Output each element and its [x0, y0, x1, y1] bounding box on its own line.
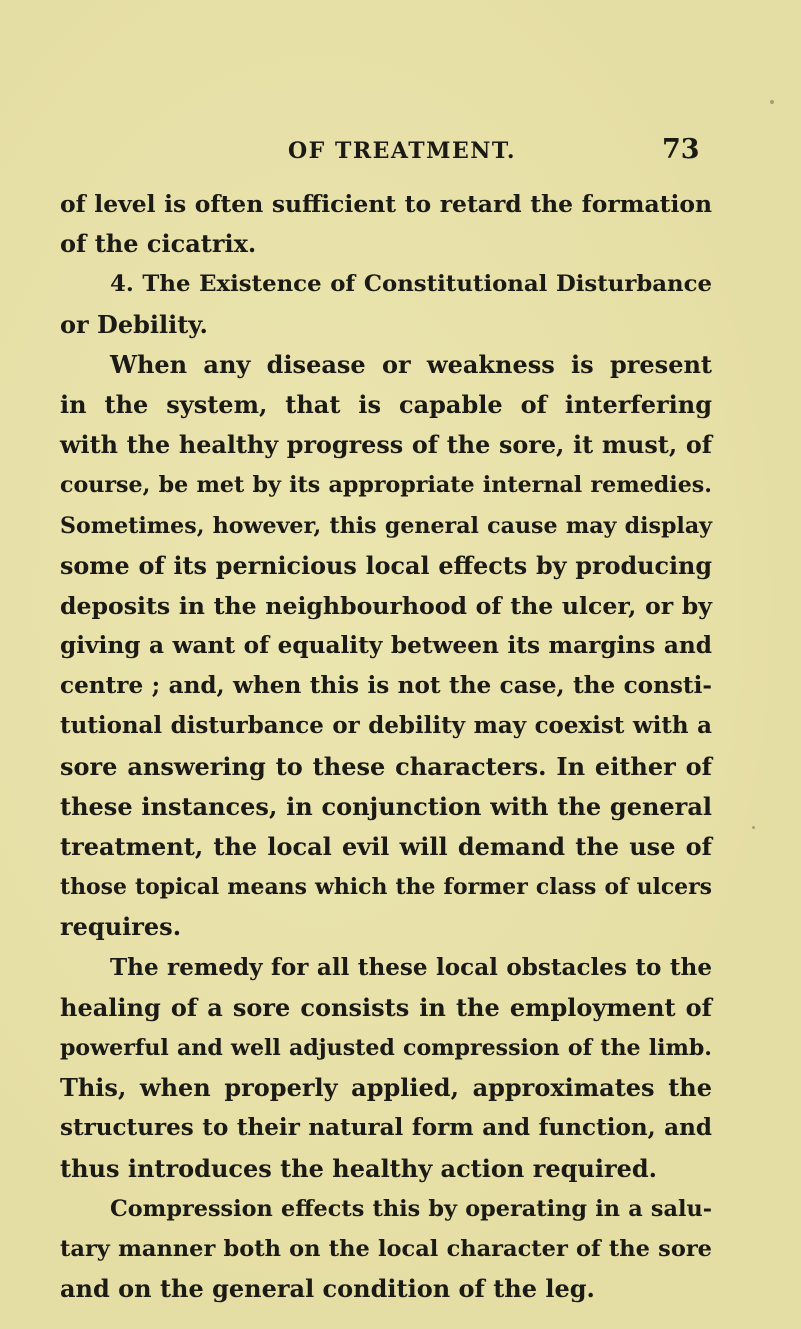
text-line: course, be met by its appropriate internal remedies. [60, 472, 712, 499]
text-line: centre ; and, when this is not the case, the consti- [60, 672, 712, 700]
text-line: The remedy for all these local obstacles to the [110, 953, 712, 981]
text-line: and on the general condition of the leg. [60, 1274, 595, 1304]
paper-speck [555, 560, 558, 563]
text-line: of level is often sufficient to retard the formation [60, 190, 712, 218]
text-line: some of its pernicious local effects by producing [60, 551, 712, 580]
section-heading-line: 4. The Existence of Constitutional Disturbance [110, 271, 712, 298]
text-line: deposits in the neighbourhood of the ulcer, or by [60, 591, 712, 620]
paper-speck [770, 100, 774, 104]
running-head: OF TREATMENT. [288, 138, 517, 164]
text-line: with the healthy progress of the sore, it must, of [60, 431, 712, 460]
text-line: sore answering to these characters. In either of [60, 751, 712, 781]
text-line: When any disease or weakness is present [110, 349, 712, 379]
page-number: 73 [662, 134, 700, 165]
text-line: requires. [60, 912, 182, 942]
text-line: of the cicatrix. [60, 229, 257, 259]
text-line: thus introduces the healthy action required. [60, 1153, 658, 1183]
text-line: these instances, in conjunction with the general [60, 791, 712, 821]
section-heading-line: or Debility. [60, 309, 208, 339]
text-line: in the system, that is capable of interfering [60, 389, 712, 419]
text-line: Sometimes, however, this general cause may display [60, 512, 712, 539]
text-line: treatment, the local evil will demand the use of [60, 832, 712, 861]
text-line: tary manner both on the local character of the sore [60, 1235, 712, 1262]
text-line: Compression effects this by operating in a salu- [110, 1195, 712, 1222]
text-line: tutional disturbance or debility may coexist with a [60, 712, 712, 740]
text-line: structures to their natural form and function, and [60, 1114, 712, 1142]
text-line: healing of a sore consists in the employment of [60, 992, 712, 1022]
text-line: powerful and well adjusted compression of the limb. [60, 1034, 712, 1061]
body-text [60, 184, 712, 1309]
text-line: those topical means which the former class of ulcers [60, 874, 712, 901]
text-line: This, when properly applied, approximates the [60, 1073, 712, 1103]
paper-speck [752, 826, 755, 829]
page-header [0, 134, 801, 178]
text-line: giving a want of equality between its margins and [60, 632, 712, 660]
